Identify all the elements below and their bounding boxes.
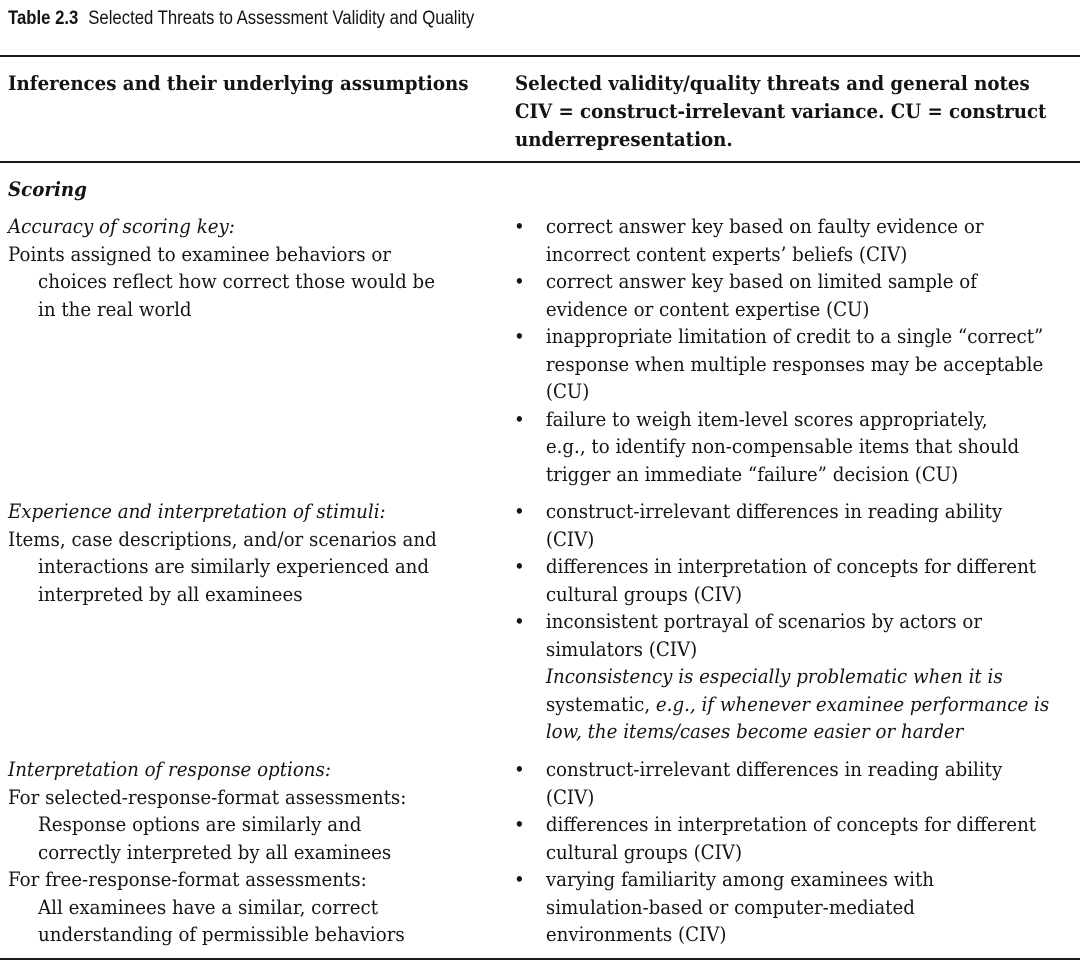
row-left-cell	[8, 213, 472, 323]
bullet-line: construct-irrelevant differences in reading ability	[545, 499, 1003, 523]
section-heading: Scoring	[8, 177, 87, 201]
header-line: underrepresentation.	[515, 127, 733, 151]
assumption-line: Response options are similarly and	[38, 812, 362, 836]
column-header-left: Inferences and their underlying assumptions	[8, 71, 469, 95]
bullet-line: simulators (CIV)	[545, 636, 698, 661]
assumption-line: in the real world	[38, 296, 192, 321]
bullet-line: (CIV)	[545, 784, 595, 809]
bullet-line: correct answer key based on limited sample of	[545, 269, 978, 293]
note-line: e.g., if whenever examinee performance is	[650, 691, 1050, 716]
threat-bullet	[514, 268, 1078, 323]
row-left-cell	[8, 756, 472, 949]
bullet-line: cultural groups (CIV)	[545, 839, 743, 864]
bullet-line: differences in interpretation of concepts for different	[545, 554, 1037, 578]
column-header-right	[515, 69, 1061, 153]
assumption-line: correctly interpreted by all examinees	[38, 839, 392, 864]
bullet-dot: •	[514, 812, 525, 836]
note-line: Inconsistency is especially problematic when it is	[545, 664, 1003, 688]
bullet-line: (CU)	[545, 379, 590, 403]
row-right-cell	[514, 213, 1078, 488]
bullet-line: inconsistent portrayal of scenarios by actors or	[545, 609, 983, 633]
bullet-line: varying familiarity among examinees with	[545, 867, 935, 891]
bullet-dot: •	[514, 406, 525, 431]
assumption-line: understanding of permissible behaviors	[38, 922, 405, 946]
bullet-dot: •	[514, 214, 525, 238]
threat-bullet	[514, 608, 1078, 663]
bullet-line: incorrect content experts’ beliefs (CIV)	[545, 241, 908, 266]
assumption-line: Points assigned to examinee behaviors or	[8, 241, 391, 266]
table-caption	[8, 7, 474, 33]
threat-bullet	[514, 213, 1078, 268]
assumption-line: All examinees have a similar, correct	[38, 894, 379, 919]
row-right-cell	[514, 498, 1078, 746]
bullet-dot: •	[514, 757, 525, 781]
format-label: For free-response-format assessments:	[8, 867, 367, 891]
threat-note	[514, 663, 1078, 746]
header-rule	[0, 161, 1080, 163]
threat-bullet	[514, 323, 1078, 406]
threat-bullet	[514, 498, 1078, 553]
bullet-line: differences in interpretation of concepts for different	[545, 812, 1037, 836]
note-line: low, the items/cases become easier or harder	[545, 719, 964, 743]
bullet-dot: •	[514, 554, 525, 578]
bullet-dot: •	[514, 499, 525, 523]
row-title: Experience and interpretation of stimuli:	[8, 499, 386, 523]
table-number: Table 2.3	[8, 8, 79, 29]
threat-bullet	[514, 406, 1078, 489]
threat-bullet	[514, 756, 1078, 811]
bullet-line: construct-irrelevant differences in reading ability	[545, 757, 1003, 781]
threat-bullet	[514, 553, 1078, 608]
bullet-line: response when multiple responses may be acceptable	[545, 351, 1044, 376]
bullet-line: failure to weigh item-level scores appropriately,	[545, 406, 988, 431]
format-label: For selected-response-format assessments:	[8, 784, 407, 809]
bullet-line: correct answer key based on faulty evidence or	[545, 214, 984, 238]
bullet-line: trigger an immediate “failure” decision (CU)	[545, 461, 959, 486]
top-rule	[0, 55, 1080, 57]
bullet-line: evidence or content expertise (CU)	[545, 296, 870, 321]
bullet-dot: •	[514, 867, 525, 891]
assumption-line: interactions are similarly experienced and	[38, 554, 430, 578]
bullet-line: cultural groups (CIV)	[545, 581, 743, 606]
header-line: CIV = construct-irrelevant variance. CU = construct	[515, 99, 1047, 123]
bullet-dot: •	[514, 609, 525, 633]
bottom-rule	[0, 958, 1080, 960]
header-line: Selected validity/quality threats and general notes	[515, 71, 1030, 95]
assumption-line: choices reflect how correct those would be	[38, 269, 435, 293]
note-line: systematic,	[545, 691, 651, 716]
bullet-line: (CIV)	[545, 526, 595, 551]
bullet-line: e.g., to identify non-compensable items that should	[545, 434, 1020, 458]
assumption-line: Items, case descriptions, and/or scenarios and	[8, 526, 437, 551]
threat-bullet	[514, 811, 1078, 866]
bullet-dot: •	[514, 324, 525, 348]
table-title: Selected Threats to Assessment Validity and Quality	[88, 8, 475, 29]
bullet-line: inappropriate limitation of credit to a single “correct”	[545, 324, 1044, 348]
threat-bullet	[514, 866, 1078, 949]
bullet-dot: •	[514, 269, 525, 293]
row-title: Accuracy of scoring key:	[8, 214, 235, 238]
bullet-line: simulation-based or computer-mediated	[545, 894, 915, 919]
row-right-cell	[514, 756, 1078, 949]
bullet-line: environments (CIV)	[545, 922, 727, 946]
row-title: Interpretation of response options:	[8, 757, 331, 781]
row-left-cell	[8, 498, 472, 608]
assumption-line: interpreted by all examinees	[38, 581, 303, 606]
